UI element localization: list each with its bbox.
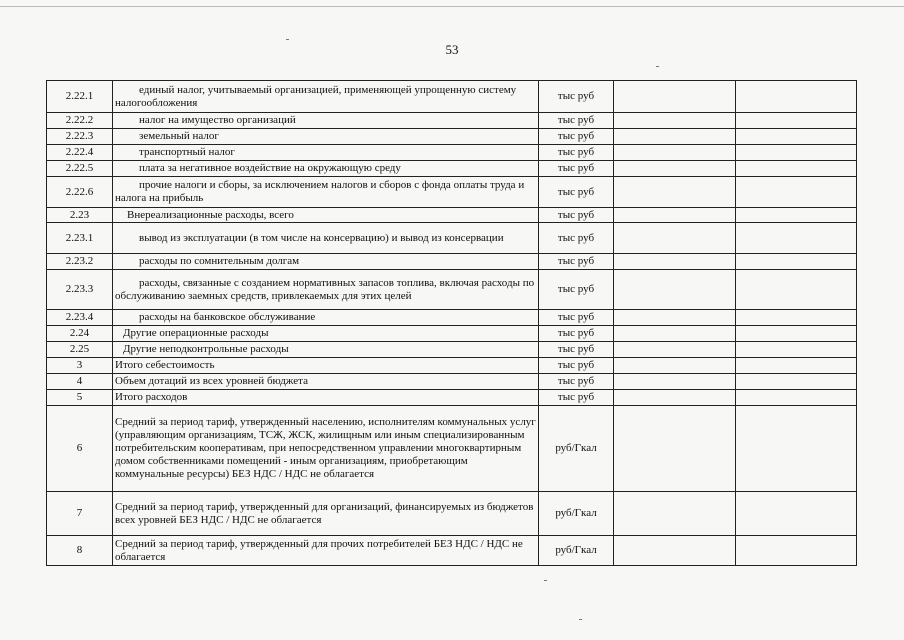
row-number: 4	[47, 374, 113, 390]
value-cell-2	[736, 254, 857, 270]
row-description: вывод из эксплуатации (в том числе на консервацию) и вывод из консервации	[113, 223, 539, 254]
table-row	[47, 208, 857, 223]
value-cell-1	[614, 358, 736, 374]
row-description: прочие налоги и сборы, за исключением налогов и сборов с фонда оплаты труда и налога на прибыль	[113, 177, 539, 208]
value-cell-1	[614, 145, 736, 161]
table-row	[47, 310, 857, 326]
value-cell-2	[736, 536, 857, 566]
table-row	[47, 223, 857, 254]
row-number: 2.25	[47, 342, 113, 358]
row-number: 2.22.4	[47, 145, 113, 161]
row-number: 2.23.4	[47, 310, 113, 326]
value-cell-2	[736, 81, 857, 113]
row-unit: тыс руб	[539, 390, 614, 406]
table-row	[47, 536, 857, 566]
table-row	[47, 406, 857, 492]
value-cell-1	[614, 254, 736, 270]
value-cell-1	[614, 536, 736, 566]
value-cell-2	[736, 113, 857, 129]
table-row	[47, 358, 857, 374]
row-description: Средний за период тариф, утвержденный для прочих потребителей БЕЗ НДС / НДС не облагается	[113, 536, 539, 566]
row-description: единый налог, учитываемый организацией, применяющей упрощенную систему налогообложения	[113, 81, 539, 113]
row-unit: тыс руб	[539, 129, 614, 145]
row-number: 3	[47, 358, 113, 374]
table-row	[47, 342, 857, 358]
table-row	[47, 492, 857, 536]
value-cell-2	[736, 129, 857, 145]
row-unit: тыс руб	[539, 254, 614, 270]
row-description: Другие операционные расходы	[113, 326, 539, 342]
row-unit: руб/Гкал	[539, 536, 614, 566]
table-row	[47, 113, 857, 129]
row-number: 2.22.6	[47, 177, 113, 208]
value-cell-2	[736, 310, 857, 326]
table-row	[47, 129, 857, 145]
row-description: Итого расходов	[113, 390, 539, 406]
row-unit: тыс руб	[539, 145, 614, 161]
row-number: 7	[47, 492, 113, 536]
row-number: 2.22.3	[47, 129, 113, 145]
table-row	[47, 270, 857, 310]
scan-speck	[544, 580, 547, 581]
value-cell-1	[614, 161, 736, 177]
scan-speck	[579, 619, 582, 620]
row-description: расходы на банковское обслуживание	[113, 310, 539, 326]
row-description: расходы, связанные с созданием нормативных запасов топлива, включая расходы по обслуживанию заемных средств, привлекаемых для этих целей	[113, 270, 539, 310]
row-description: транспортный налог	[113, 145, 539, 161]
row-unit: тыс руб	[539, 342, 614, 358]
row-unit: тыс руб	[539, 113, 614, 129]
row-description: расходы по сомнительным долгам	[113, 254, 539, 270]
value-cell-1	[614, 113, 736, 129]
value-cell-2	[736, 406, 857, 492]
value-cell-2	[736, 270, 857, 310]
row-unit: руб/Гкал	[539, 406, 614, 492]
value-cell-1	[614, 342, 736, 358]
row-description: земельный налог	[113, 129, 539, 145]
value-cell-2	[736, 161, 857, 177]
table-row	[47, 254, 857, 270]
value-cell-1	[614, 223, 736, 254]
table-row	[47, 145, 857, 161]
row-number: 6	[47, 406, 113, 492]
row-number: 8	[47, 536, 113, 566]
row-description: Внереализационные расходы, всего	[113, 208, 539, 223]
value-cell-1	[614, 177, 736, 208]
row-number: 2.22.1	[47, 81, 113, 113]
row-unit: тыс руб	[539, 177, 614, 208]
value-cell-1	[614, 270, 736, 310]
table-row	[47, 390, 857, 406]
scan-speck	[656, 66, 659, 67]
value-cell-1	[614, 374, 736, 390]
value-cell-1	[614, 208, 736, 223]
row-number: 2.23	[47, 208, 113, 223]
value-cell-2	[736, 390, 857, 406]
row-description: Объем дотаций из всех уровней бюджета	[113, 374, 539, 390]
value-cell-1	[614, 390, 736, 406]
row-unit: тыс руб	[539, 374, 614, 390]
page-number: 53	[445, 42, 459, 57]
top-edge	[0, 0, 904, 7]
row-description: плата за негативное воздействие на окружающую среду	[113, 161, 539, 177]
value-cell-1	[614, 492, 736, 536]
row-unit: тыс руб	[539, 208, 614, 223]
table-row	[47, 161, 857, 177]
value-cell-1	[614, 129, 736, 145]
value-cell-2	[736, 374, 857, 390]
value-cell-2	[736, 358, 857, 374]
row-description: Итого себестоимость	[113, 358, 539, 374]
row-unit: тыс руб	[539, 270, 614, 310]
value-cell-1	[614, 406, 736, 492]
row-number: 2.23.2	[47, 254, 113, 270]
row-unit: тыс руб	[539, 358, 614, 374]
row-unit: тыс руб	[539, 161, 614, 177]
value-cell-1	[614, 326, 736, 342]
row-description: Средний за период тариф, утвержденный населению, исполнителям коммунальных услуг (управляющим организациям, ТСЖ, ЖСК, жилищным или иным специализированным потребительским кооперативам, при непосредственном управлении многоквартирным домом собственниками помещений - иным организациям, приобретающим коммунальные ресурсы) БЕЗ НДС / НДС не облагается	[113, 406, 539, 492]
row-number: 5	[47, 390, 113, 406]
row-number: 2.22.2	[47, 113, 113, 129]
cost-table	[46, 80, 857, 566]
value-cell-2	[736, 342, 857, 358]
row-number: 2.22.5	[47, 161, 113, 177]
row-number: 2.23.3	[47, 270, 113, 310]
row-unit: тыс руб	[539, 81, 614, 113]
table-row	[47, 374, 857, 390]
row-number: 2.23.1	[47, 223, 113, 254]
row-unit: тыс руб	[539, 326, 614, 342]
table-row	[47, 177, 857, 208]
value-cell-1	[614, 310, 736, 326]
table-row	[47, 326, 857, 342]
value-cell-2	[736, 223, 857, 254]
scan-speck	[286, 39, 289, 40]
row-unit: тыс руб	[539, 223, 614, 254]
row-number: 2.24	[47, 326, 113, 342]
row-description: Средний за период тариф, утвержденный для организаций, финансируемых из бюджетов всех уровней БЕЗ НДС / НДС не облагается	[113, 492, 539, 536]
row-unit: тыс руб	[539, 310, 614, 326]
row-unit: руб/Гкал	[539, 492, 614, 536]
value-cell-2	[736, 326, 857, 342]
row-description: налог на имущество организаций	[113, 113, 539, 129]
value-cell-2	[736, 145, 857, 161]
value-cell-2	[736, 208, 857, 223]
row-description: Другие неподконтрольные расходы	[113, 342, 539, 358]
table-row	[47, 81, 857, 113]
value-cell-2	[736, 492, 857, 536]
value-cell-1	[614, 81, 736, 113]
value-cell-2	[736, 177, 857, 208]
